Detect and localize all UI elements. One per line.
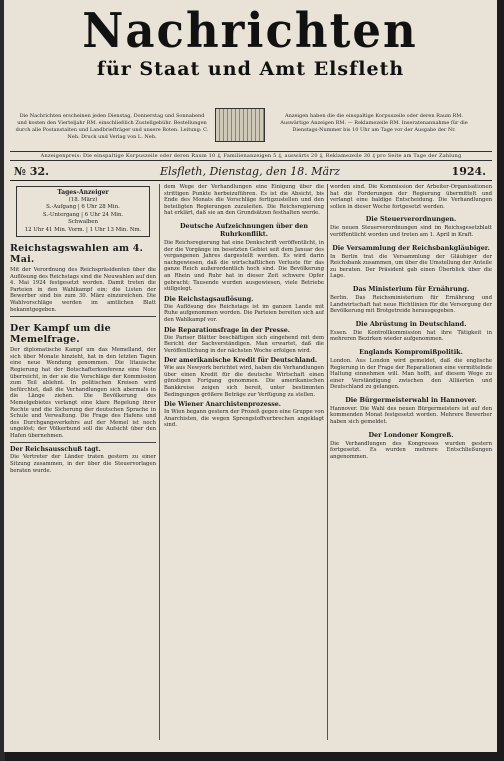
article-text: Mit der Verordnung des Reichspräsidenten über die Auflösung des Reichstags sind die Neuwahlen auf den 4. Mai 1924 festgesetzt worden. Damit treten die Parteien in den Wahlkampf ein; die Listen der Bewerber sind bis zum 30. März einzureichen. Die Wahlvorschläge werden im amtlichen Blatt bekanntgegeben. [10,267,156,313]
tages-anzeiger-box [16,186,150,237]
tages-anzeiger-line: S.-Untergang | 6 Uhr 24 Min. [42,211,124,218]
subheading: Der Reichsausschuß tagt. [10,446,101,454]
article-text: worden sind. Die Kommission der Arbeiter-Organisationen hat die Forderungen der Regierung übermittelt und verlangt eine baldige Entscheidung. Die Verhandlungen sollen in dieser Woche fortgesetzt werden. [330,184,492,210]
place-date: Elsfleth, Dienstag, den 18. März [159,165,341,178]
article-text: Die neuen Steuerverordnungen sind im Reichsgesetzblatt veröffentlicht worden und treten am 1. April in Kraft. [330,225,492,238]
tages-anzeiger-line: Schwalben [68,219,98,225]
subscription-info: Die Nachrichten erscheinen jeden Dienstag, Donnerstag und Sonnabend und kosten den Vierteljahr RM. einschließlich Zustellgebühr. Bestellungen durch alle Postanstalten und Landbriefträger und unsere Boten. Leitung: C. Neh. Druck und Verlag von L. Neh. [15,113,209,140]
subheading: Die Reichstagsauflösung. [164,295,254,303]
headline-reichstagswahlen: Reichstagswahlen am 4. Mai. [10,243,144,265]
article-text: In Berlin trat die Versammlung der Gläubiger der Reichsbank zusammen, um über die Umstellung der Anteile zu beraten. Der Präsident gab einen Überblick über die Lage. [330,253,492,280]
article-text: Essen. Die Kontrollkommission hat ihre Tätigkeit in mehreren Bezirken wieder aufgenommen. [330,329,492,343]
coat-of-arms-icon [215,108,265,142]
subheading: Der amerikanische Kredit für Deutschland. [164,357,318,365]
section-heading: Die Bürgermeisterwahl in Hannover. [345,395,477,404]
column-3 [330,184,492,744]
section-heading: Englands Kompromißpolitik. [359,347,463,356]
tages-anzeiger-line: 12 Uhr 41 Min. Vorm. | 1 Uhr 13 Min. Nm. [24,226,142,233]
issue-number: № 32. [14,165,49,178]
dateline [10,162,492,181]
article-text: Die Auflösung des Reichstags ist im ganzen Lande mit Ruhe aufgenommen worden. Die Parteien bereiten sich auf den Wahlkampf vor. [164,303,324,323]
article-text: Die Reichsregierung hat eine Denkschrift veröffentlicht, in der die Vorgänge im besetzten Gebiet seit dem Januar des vergangenen Jahres dargestellt werden. Es wird darin nachgewiesen, daß die wirtschaftlichen Verluste für das ganze Reich außerordentlich hoch sind. Die Bevölkerung an Rhein und Ruhr hat in dieser Zeit schwere Opfer gebracht; Tausende wurden ausgewiesen, viele Betriebe stillgelegt. [164,239,324,293]
section-heading: Das Ministerium für Ernährung. [352,284,470,293]
tages-anzeiger-title: Tages-Anzeiger [57,189,109,196]
issue-year: 1924. [451,165,486,178]
headline-memelfrage: Der Kampf um die Memelfrage. [10,323,111,346]
masthead-subtitle: für Staat und Amt Elsfleth [96,58,405,80]
tages-anzeiger-line: S.-Aufgang | 6 Uhr 28 Min. [46,204,120,210]
advertising-info: Anzeigen haben die die einspaltige Korpuszeile oder deren Raum RM. Auswärtige Anzeigen RM. — Reklamezeile RM. Inseratenannahme für die Dienstags-Nummer bis 10 Uhr am Tage vor der Ausgabe der Nr. [280,113,468,133]
section-heading: Die Versammlung der Reichsbankgläubiger. [332,243,490,252]
column-rule [327,184,328,740]
section-heading: Die Steuerverordnungen. [365,215,457,224]
article-text: Die Pariser Blätter beschäftigen sich eingehend mit dem Bericht der Sachverständigen. Man erwartet, daß die Veröffentlichung in der nächsten Woche erfolgen wird. [164,334,324,354]
subheading: Die Reparationsfrage in der Presse. [164,326,290,334]
article-text: Berlin. Das Reichsministerium für Ernährung und Landwirtschaft hat neue Richtlinien für die Versorgung der Bevölkerung mit Brotgetreide herausgegeben. [330,294,492,315]
article-text: Der diplomatische Kampf um das Memelland, der sich über Monate hinzieht, hat in den letzten Tagen eine neue Wendung genommen. Die litauische Regierung hat der Botschafterkonferenz eine Note überreicht, in der sie die Vorschläge der Kommission zum Teil ablehnt. In politischen Kreisen wird befürchtet, daß die Verhandlungen sich abermals in die Länge ziehen. Die Bevölkerung des Memelgebietes verlangt eine klare Regelung ihrer Rechte und die Sicherung der deutschen Sprache in Schule und Verwaltung. Die Frage des Hafens und des Durchgangsverkehrs auf der Memel ist noch ungelöst; der Völkerbund soll die Aufsicht über den Hafen übernehmen. [10,347,156,439]
article-text: Die Vertreter der Länder traten gestern zu einer Sitzung zusammen, in der über die Steuervorlagen beraten wurde. [10,454,156,474]
subheading: Die Wiener Anarchistenprozesse. [164,401,281,409]
article-text: Die Verhandlungen des Kongresses wurden gestern fortgesetzt. Es wurden mehrere Entschließungen angenommen. [330,440,492,460]
section-heading: Die Abrüstung in Deutschland. [355,319,467,328]
article-text: Hannover. Die Wahl des neuen Bürgermeisters ist auf den kommenden Monat festgesetzt worden. Mehrere Bewerber haben sich gemeldet. [330,405,492,426]
divider [10,442,156,443]
column-rule [159,184,160,740]
article-text: London. Aus London wird gemeldet, daß die englische Regierung in der Frage der Reparationen eine vermittelnde Haltung einnehmen will. Man hofft, auf diesem Wege zu einer Verständigung zwischen den Alliierten und Deutschland zu gelangen. [330,357,492,391]
ad-price-line: Anzeigenpreis: Die einspaltige Korpuszeile oder deren Raum 10 ₰, Familienanzeigen 5 ₰, auswärts 20 ₰, Reklamezeile 30 ₰ pro Seite am Tage der Zahlung [10,151,492,161]
column-2 [164,184,324,744]
article-text: In Wien begann gestern der Prozeß gegen eine Gruppe von Anarchisten, die wegen Sprengstoffverbrechen angeklagt sind. [164,409,324,429]
column-1 [10,184,156,744]
section-heading: Deutsche Aufzeichnungen über den Ruhrkonflikt. [180,221,308,238]
article-text: dem Wege der Verhandlungen eine Einigung über die strittigen Punkte herbeizuführen. Es ist die Absicht, bis Ende des Monats die Vorschläge fertigzustellen und den beteiligten Regierungen zuzuleiten. Die Reichsregierung hat erklärt, daß sie an den Grundsätzen festhalten werde. [164,184,324,217]
newspaper-page [4,0,497,752]
divider [10,316,156,317]
masthead-title: Nachrichten [82,2,418,59]
tages-anzeiger-line: (18. März) [68,196,98,203]
article-text: Wie aus Newyork berichtet wird, haben die Verhandlungen über einen Kredit für die deutsche Wirtschaft einen günstigen Fortgang genommen. Die amerikanischen Bankkreise zeigen sich bereit, unter bestimmten Bedingungen größere Beträge zur Verfügung zu stellen. [164,365,324,398]
section-heading: Der Londoner Kongreß. [368,430,454,439]
